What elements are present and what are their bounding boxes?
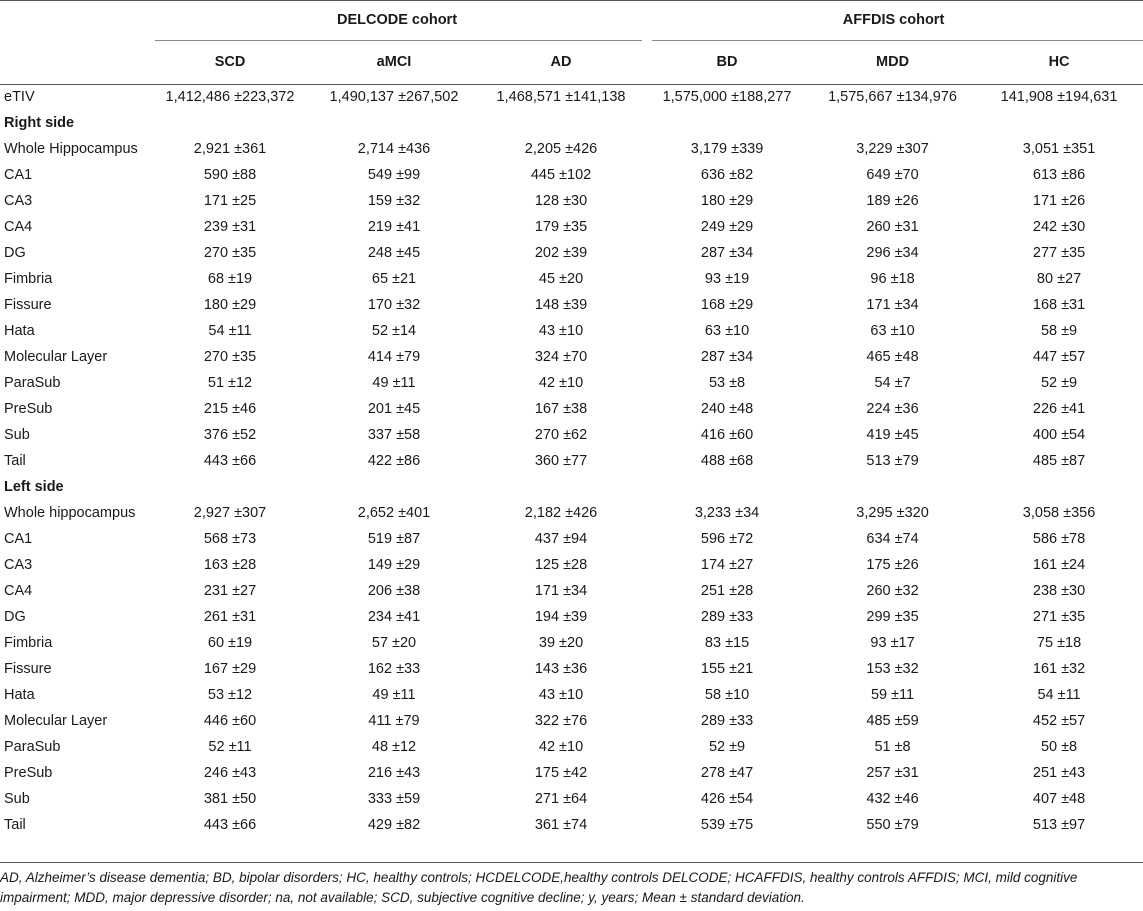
table-row — [0, 396, 1143, 422]
section-title: Right side — [4, 115, 75, 131]
table-cell: 1,412,486 ±223,372 — [165, 89, 295, 105]
table-row — [0, 526, 1143, 552]
row-label: Hata — [4, 687, 35, 703]
table-cell: 65 ±21 — [371, 271, 417, 287]
table-cell: 167 ±38 — [534, 401, 588, 417]
table-cell: 322 ±76 — [534, 713, 588, 729]
table-cell: 52 ±14 — [371, 323, 417, 339]
row-label: CA4 — [4, 219, 33, 235]
row-label: DG — [4, 245, 26, 261]
table-cell: 75 ±18 — [1036, 635, 1082, 651]
table-cell: 219 ±41 — [367, 219, 421, 235]
row-label: CA1 — [4, 167, 33, 183]
table-cell: 445 ±102 — [530, 167, 592, 183]
table-row — [0, 292, 1143, 318]
table-row-etiv — [0, 84, 1143, 110]
table-cell: 143 ±36 — [534, 661, 588, 677]
row-label: Fissure — [4, 661, 52, 677]
table-cell: 3,229 ±307 — [856, 141, 929, 157]
table-body — [0, 84, 1143, 838]
row-label: ParaSub — [4, 375, 61, 391]
table-cell: 171 ±34 — [866, 297, 919, 313]
corner-cell — [0, 0, 150, 40]
table-row — [0, 630, 1143, 656]
table-cell: 93 ±19 — [704, 271, 750, 287]
table-cell: 161 ±32 — [1032, 661, 1086, 677]
table-cell: 414 ±79 — [367, 349, 421, 365]
row-label: Whole Hippocampus — [4, 141, 138, 157]
table-cell: 162 ±33 — [367, 661, 421, 677]
table-cell: 381 ±50 — [203, 791, 257, 807]
row-label: Fimbria — [4, 635, 53, 651]
table-cell: 249 ±29 — [700, 219, 754, 235]
table-cell: 287 ±34 — [700, 245, 754, 261]
table-row — [0, 370, 1143, 396]
table-cell: 93 ±17 — [870, 635, 915, 651]
table-cell: 1,575,000 ±188,277 — [662, 89, 792, 105]
row-label: Hata — [4, 323, 35, 339]
table-cell: 513 ±97 — [1032, 817, 1086, 833]
table-cell: 45 ±20 — [538, 271, 584, 287]
table-row — [0, 656, 1143, 682]
table-cell: 52 ±11 — [208, 739, 252, 755]
table-cell: 568 ±73 — [203, 531, 257, 547]
row-label: PreSub — [4, 401, 53, 417]
table-cell: 51 ±12 — [207, 375, 253, 391]
row-label: CA4 — [4, 583, 33, 599]
table-cell: 2,921 ±361 — [193, 141, 267, 157]
table-row — [0, 786, 1143, 812]
table-cell: 68 ±19 — [207, 271, 253, 287]
table-cell: 2,714 ±436 — [357, 141, 431, 157]
table-cell: 270 ±35 — [203, 245, 257, 261]
table-cell: 376 ±52 — [203, 427, 257, 443]
table-cell: 337 ±58 — [367, 427, 421, 443]
table-cell: 271 ±35 — [1032, 609, 1086, 625]
table-cell: 63 ±10 — [704, 323, 750, 339]
table-row — [0, 812, 1143, 838]
table-cell: 168 ±31 — [1032, 297, 1086, 313]
table-cell: 53 ±8 — [708, 375, 746, 391]
table-cell: 1,468,571 ±141,138 — [496, 89, 626, 105]
table-footnote: AD, Alzheimer’s disease dementia; BD, bipolar disorders; HC, healthy controls; HCDELCODE,healthy controls DELCODE; HCAFFDIS, healthy controls AFFDIS; MCI, mild cognitive impairment; MDD, major depressive disorder; na, not available; SCD, subjective cognitive decline; y, years; Mean ± standard deviation. — [0, 870, 1078, 905]
table-cell: 296 ±34 — [866, 245, 919, 261]
table-cell: 251 ±28 — [700, 583, 754, 599]
table-cell: 149 ±29 — [367, 557, 421, 573]
table-row — [0, 604, 1143, 630]
table-row — [0, 734, 1143, 760]
row-label: PreSub — [4, 765, 53, 781]
table-cell: 257 ±31 — [866, 765, 919, 781]
table-bottom-rule — [0, 862, 1143, 863]
table-cell: 437 ±94 — [534, 531, 588, 547]
table-cell: 180 ±29 — [203, 297, 257, 313]
table-row — [0, 318, 1143, 344]
table-cell: 636 ±82 — [700, 167, 754, 183]
table-cell: 549 ±99 — [367, 167, 421, 183]
group-header-bd: BD — [716, 54, 738, 70]
table-cell: 539 ±75 — [700, 817, 754, 833]
table-cell: 58 ±10 — [704, 687, 750, 703]
table-cell: 171 ±34 — [534, 583, 588, 599]
table-cell: 242 ±30 — [1032, 219, 1086, 235]
table-cell: 2,205 ±426 — [524, 141, 598, 157]
table-cell: 407 ±48 — [1032, 791, 1086, 807]
table-cell: 167 ±29 — [203, 661, 257, 677]
table-cell: 80 ±27 — [1036, 271, 1082, 287]
table-cell: 246 ±43 — [203, 765, 257, 781]
table-cell: 513 ±79 — [866, 453, 919, 469]
table-cell: 57 ±20 — [371, 635, 417, 651]
table-cell: 170 ±32 — [367, 297, 421, 313]
table-cell: 446 ±60 — [203, 713, 257, 729]
table-cell: 163 ±28 — [203, 557, 257, 573]
table-cell: 234 ±41 — [367, 609, 421, 625]
table-cell: 2,652 ±401 — [357, 505, 431, 521]
section-title: Left side — [4, 479, 64, 495]
table-cell: 202 ±39 — [534, 245, 588, 261]
section-header-row — [0, 110, 1143, 136]
table-cell: 271 ±64 — [534, 791, 588, 807]
row-label: CA3 — [4, 193, 33, 209]
table-cell: 3,179 ±339 — [690, 141, 764, 157]
table-cell: 260 ±31 — [866, 219, 919, 235]
corner-cell — [0, 40, 150, 84]
table-cell: 422 ±86 — [367, 453, 421, 469]
row-label: CA1 — [4, 531, 33, 547]
group-header-hc: HC — [1048, 54, 1070, 70]
table-cell: 447 ±57 — [1032, 349, 1086, 365]
table-cell: 59 ±11 — [870, 687, 915, 703]
table-cell: 189 ±26 — [866, 193, 919, 209]
table-cell: 51 ±8 — [874, 739, 911, 755]
table-cell: 488 ±68 — [700, 453, 754, 469]
row-label: Molecular Layer — [4, 349, 108, 365]
table-cell: 153 ±32 — [866, 661, 919, 677]
table-cell: 452 ±57 — [1032, 713, 1086, 729]
row-label: Whole hippocampus — [4, 505, 136, 521]
row-label: DG — [4, 609, 26, 625]
table-row — [0, 240, 1143, 266]
table-cell: 278 ±47 — [700, 765, 754, 781]
table-row — [0, 344, 1143, 370]
row-label: Molecular Layer — [4, 713, 108, 729]
table-cell: 161 ±24 — [1032, 557, 1086, 573]
group-header-amci: aMCI — [376, 54, 412, 70]
table-cell: 206 ±38 — [367, 583, 421, 599]
table-cell: 2,927 ±307 — [193, 505, 267, 521]
table-cell: 58 ±9 — [1040, 323, 1078, 339]
table-row — [0, 162, 1143, 188]
table-cell: 287 ±34 — [700, 349, 754, 365]
table-cell: 3,058 ±356 — [1022, 505, 1096, 521]
table-cell: 148 ±39 — [534, 297, 588, 313]
table-cell: 50 ±8 — [1040, 739, 1078, 755]
table-cell: 194 ±39 — [534, 609, 588, 625]
table-cell: 128 ±30 — [534, 193, 588, 209]
table-cell: 53 ±12 — [207, 687, 253, 703]
table-cell: 224 ±36 — [866, 401, 919, 417]
table-cell: 519 ±87 — [367, 531, 421, 547]
table-cell: 3,233 ±34 — [694, 505, 760, 521]
table-cell: 289 ±33 — [700, 609, 754, 625]
table-cell: 277 ±35 — [1032, 245, 1086, 261]
table-cell: 260 ±32 — [866, 583, 919, 599]
table-cell: 419 ±45 — [866, 427, 919, 443]
table-cell: 432 ±46 — [866, 791, 919, 807]
row-label: Sub — [4, 427, 30, 443]
row-label: Tail — [4, 453, 26, 469]
group-header-row — [0, 40, 1143, 84]
table-cell: 155 ±21 — [700, 661, 754, 677]
table-cell: 3,295 ±320 — [856, 505, 929, 521]
table-cell: 52 ±9 — [1040, 375, 1078, 391]
table-cell: 226 ±41 — [1032, 401, 1086, 417]
table-cell: 270 ±62 — [534, 427, 588, 443]
table-cell: 180 ±29 — [700, 193, 754, 209]
table-cell: 324 ±70 — [534, 349, 588, 365]
table-row — [0, 448, 1143, 474]
table-cell: 429 ±82 — [367, 817, 421, 833]
table-cell: 175 ±42 — [534, 765, 588, 781]
table-cell: 43 ±10 — [538, 323, 584, 339]
row-label: Tail — [4, 817, 26, 833]
table-cell: 465 ±48 — [866, 349, 919, 365]
row-label: Fissure — [4, 297, 52, 313]
table-row — [0, 578, 1143, 604]
table-cell: 613 ±86 — [1032, 167, 1086, 183]
table-cell: 649 ±70 — [866, 167, 919, 183]
table-row — [0, 214, 1143, 240]
group-header-ad: AD — [550, 54, 572, 70]
table-cell: 361 ±74 — [534, 817, 588, 833]
table-cell: 485 ±87 — [1032, 453, 1086, 469]
table-cell: 215 ±46 — [203, 401, 257, 417]
table-cell: 171 ±25 — [203, 193, 257, 209]
table-row — [0, 708, 1143, 734]
row-label: ParaSub — [4, 739, 61, 755]
table-cell: 239 ±31 — [203, 219, 257, 235]
table-cell: 171 ±26 — [1032, 193, 1086, 209]
table-cell: 1,490,137 ±267,502 — [329, 89, 459, 105]
table-cell: 42 ±10 — [538, 375, 584, 391]
table-cell: 443 ±66 — [203, 453, 257, 469]
row-label: CA3 — [4, 557, 33, 573]
group-header-scd: SCD — [214, 54, 246, 70]
table-cell: 52 ±9 — [708, 739, 746, 755]
table-cell: 63 ±10 — [870, 323, 915, 339]
table-cell: 96 ±18 — [870, 271, 915, 287]
table-cell: 251 ±43 — [1032, 765, 1086, 781]
table-cell: 596 ±72 — [700, 531, 754, 547]
row-label: Fimbria — [4, 271, 53, 287]
table-cell: 443 ±66 — [203, 817, 257, 833]
table-cell: 168 ±29 — [700, 297, 754, 313]
table-cell: 201 ±45 — [367, 401, 421, 417]
table-cell: 289 ±33 — [700, 713, 754, 729]
table-cell: 42 ±10 — [538, 739, 584, 755]
table-cell: 174 ±27 — [700, 557, 754, 573]
table-cell: 248 ±45 — [367, 245, 421, 261]
table-cell: 141,908 ±194,631 — [1000, 89, 1118, 105]
row-label: Sub — [4, 791, 30, 807]
table-cell: 179 ±35 — [534, 219, 588, 235]
table-row — [0, 760, 1143, 786]
table-cell: 60 ±19 — [207, 635, 253, 651]
table-cell: 49 ±11 — [372, 375, 416, 391]
table-cell: 49 ±11 — [372, 687, 416, 703]
table-cell: 400 ±54 — [1032, 427, 1086, 443]
table-cell: 3,051 ±351 — [1022, 141, 1096, 157]
table-row — [0, 136, 1143, 162]
table-cell: 54 ±11 — [1037, 687, 1081, 703]
table-cell: 240 ±48 — [700, 401, 754, 417]
table-cell: 416 ±60 — [700, 427, 754, 443]
table-cell: 39 ±20 — [538, 635, 584, 651]
table-row — [0, 188, 1143, 214]
table-cell: 1,575,667 ±134,976 — [828, 89, 957, 105]
table-cell: 216 ±43 — [367, 765, 421, 781]
table-cell: 83 ±15 — [704, 635, 750, 651]
cohort-header-row — [0, 0, 1143, 40]
delcode-cohort-header: DELCODE cohort — [337, 12, 458, 28]
table-cell: 299 ±35 — [866, 609, 919, 625]
table-cell: 54 ±11 — [208, 323, 252, 339]
affdis-cohort-header: AFFDIS cohort — [842, 12, 945, 28]
table-cell: 590 ±88 — [203, 167, 257, 183]
group-header-mdd: MDD — [876, 54, 910, 70]
table-cell: 43 ±10 — [538, 687, 584, 703]
table-cell: 411 ±79 — [368, 713, 420, 729]
table-cell: 270 ±35 — [203, 349, 257, 365]
table-row — [0, 422, 1143, 448]
table-cell: 125 ±28 — [534, 557, 588, 573]
table-cell: 231 ±27 — [203, 583, 257, 599]
table-cell: 550 ±79 — [866, 817, 919, 833]
table-row — [0, 682, 1143, 708]
table-cell: 333 ±59 — [367, 791, 421, 807]
table-row — [0, 552, 1143, 578]
table-cell: 426 ±54 — [700, 791, 754, 807]
table-cell: 2,182 ±426 — [524, 505, 598, 521]
table-cell: 175 ±26 — [866, 557, 919, 573]
table-row — [0, 500, 1143, 526]
table-cell: 485 ±59 — [866, 713, 919, 729]
table-cell: 159 ±32 — [367, 193, 421, 209]
table-cell: 586 ±78 — [1032, 531, 1086, 547]
table-row — [0, 266, 1143, 292]
table-cell: 238 ±30 — [1032, 583, 1086, 599]
table-cell: 634 ±74 — [866, 531, 919, 547]
table-cell: 360 ±77 — [534, 453, 588, 469]
section-header-row — [0, 474, 1143, 500]
table-cell: 48 ±12 — [371, 739, 417, 755]
table-cell: 261 ±31 — [203, 609, 257, 625]
row-label: eTIV — [4, 89, 35, 105]
table-cell: 54 ±7 — [874, 375, 911, 391]
